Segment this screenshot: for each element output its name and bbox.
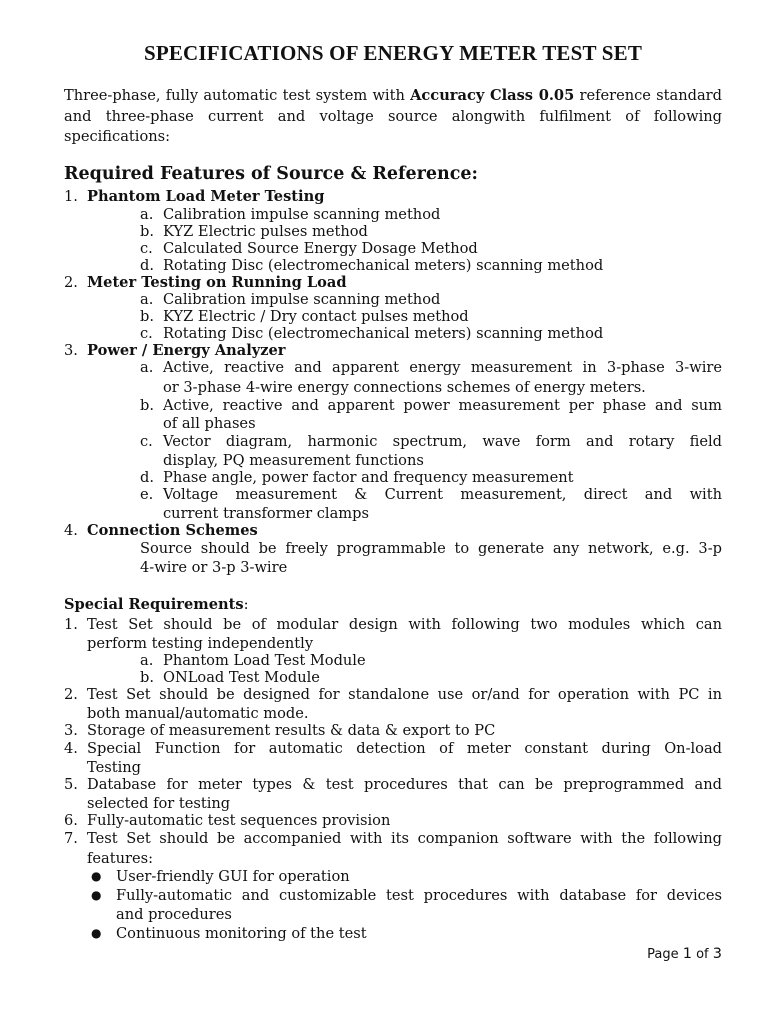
feature-2c-text: Rotating Disc (electromechanical meters) scanning method: [163, 325, 604, 342]
intro-text-post: reference standard and three-phase current and voltage source alongwith fulfilment of following specifications:: [64, 87, 722, 145]
feature-3d-text: Phase angle, power factor and frequency measurement: [163, 469, 574, 486]
special-5-line1: Database for meter types & test procedures that can be preprogrammed and: [87, 776, 722, 793]
feature-3b-mark: b.: [140, 397, 154, 414]
feature-1c-mark: c.: [140, 240, 153, 257]
bullet-icon: ●: [91, 926, 102, 940]
special-2-line2: both manual/automatic mode.: [87, 705, 309, 722]
feature-4-line1: Source should be freely programmable to generate any network, e.g. 3-p: [140, 540, 722, 557]
feature-1d-text: Rotating Disc (electromechanical meters) scanning method: [163, 257, 604, 274]
page-footer: [647, 946, 722, 962]
bullet-icon: ●: [91, 888, 102, 902]
special-heading: [64, 596, 249, 614]
feature-3-number: 3.: [64, 342, 78, 359]
intro-paragraph: [64, 86, 722, 148]
special-7-line1: Test Set should be accompanied with its companion software with the following: [87, 830, 722, 847]
special-7-bullet-2-line1: Fully-automatic and customizable test procedures with database for devices: [116, 887, 722, 904]
feature-2-title: Meter Testing on Running Load: [87, 274, 347, 291]
feature-4-title: Connection Schemes: [87, 522, 258, 539]
special-1-line2: perform testing independently: [87, 635, 314, 652]
feature-1d-mark: d.: [140, 257, 154, 274]
feature-2c-mark: c.: [140, 325, 153, 342]
feature-1a-text: Calibration impulse scanning method: [163, 206, 441, 223]
special-heading-text: Special Requirements: [64, 596, 244, 613]
feature-3e-line1: Voltage measurement & Current measurement, direct and with: [163, 486, 722, 503]
feature-3a-line1: Active, reactive and apparent energy measurement in 3-phase 3-wire: [163, 359, 722, 376]
special-2-line1: Test Set should be designed for standalone use or/and for operation with PC in: [87, 686, 722, 703]
feature-3c-mark: c.: [140, 433, 153, 450]
feature-3a-line2: or 3-phase 4-wire energy connections schemes of energy meters.: [163, 379, 646, 396]
feature-2a-mark: a.: [140, 291, 154, 308]
feature-4-line2: 4-wire or 3-p 3-wire: [140, 559, 288, 576]
feature-1a-mark: a.: [140, 206, 154, 223]
special-4-line1: Special Function for automatic detection of meter constant during On-load: [87, 740, 722, 757]
intro-accuracy-class: Accuracy Class 0.05: [410, 87, 575, 104]
feature-2-number: 2.: [64, 274, 78, 291]
feature-2b-text: KYZ Electric / Dry contact pulses method: [163, 308, 469, 325]
special-1b-mark: b.: [140, 669, 154, 686]
special-4-number: 4.: [64, 740, 78, 757]
special-6-number: 6.: [64, 812, 78, 829]
special-7-bullet-2-line2: and procedures: [116, 906, 232, 923]
special-1a-mark: a.: [140, 652, 154, 669]
page-title: SPECIFICATIONS OF ENERGY METER TEST SET: [143, 41, 643, 65]
intro-text-pre: Three-phase, fully automatic test system with: [64, 87, 411, 104]
bullet-icon: ●: [91, 869, 102, 883]
special-1-number: 1.: [64, 616, 78, 633]
special-7-line2: features:: [87, 850, 154, 867]
feature-3c-line2: display, PQ measurement functions: [163, 452, 424, 469]
feature-3d-mark: d.: [140, 469, 154, 486]
feature-1c-text: Calculated Source Energy Dosage Method: [163, 240, 478, 257]
footer-page-total: 3: [712, 946, 722, 962]
special-1b-text: ONLoad Test Module: [163, 669, 320, 686]
feature-1b-text: KYZ Electric pulses method: [163, 223, 368, 240]
special-5-number: 5.: [64, 776, 78, 793]
feature-1-title: Phantom Load Meter Testing: [87, 188, 325, 205]
feature-1-number: 1.: [64, 188, 78, 205]
footer-page-number: 1: [682, 946, 692, 962]
feature-2b-mark: b.: [140, 308, 154, 325]
feature-4-number: 4.: [64, 522, 78, 539]
special-1-line1: Test Set should be of modular design with following two modules which can: [87, 616, 722, 633]
feature-3-title: Power / Energy Analyzer: [87, 342, 286, 359]
features-heading: Required Features of Source & Reference:: [64, 164, 479, 184]
special-7-bullet-3: Continuous monitoring of the test: [116, 925, 367, 942]
feature-1b-mark: b.: [140, 223, 154, 240]
feature-3a-mark: a.: [140, 359, 154, 376]
special-7-number: 7.: [64, 830, 78, 847]
special-1a-text: Phantom Load Test Module: [163, 652, 366, 669]
special-4-line2: Testing: [87, 759, 141, 776]
special-3-line1: Storage of measurement results & data & export to PC: [87, 722, 496, 739]
special-7-bullet-1: User-friendly GUI for operation: [116, 868, 350, 885]
footer-page-label: Page: [647, 947, 679, 962]
feature-3b-line2: of all phases: [163, 415, 256, 432]
footer-of-label: of: [696, 947, 709, 962]
special-6-line1: Fully-automatic test sequences provision: [87, 812, 391, 829]
special-5-line2: selected for testing: [87, 795, 231, 812]
feature-3e-line2: current transformer clamps: [163, 505, 369, 522]
feature-3b-line1: Active, reactive and apparent power measurement per phase and sum: [163, 397, 722, 414]
special-3-number: 3.: [64, 722, 78, 739]
special-2-number: 2.: [64, 686, 78, 703]
feature-2a-text: Calibration impulse scanning method: [163, 291, 441, 308]
feature-3e-mark: e.: [140, 486, 154, 503]
special-heading-colon: :: [243, 596, 249, 613]
feature-3c-line1: Vector diagram, harmonic spectrum, wave form and rotary field: [163, 433, 722, 450]
